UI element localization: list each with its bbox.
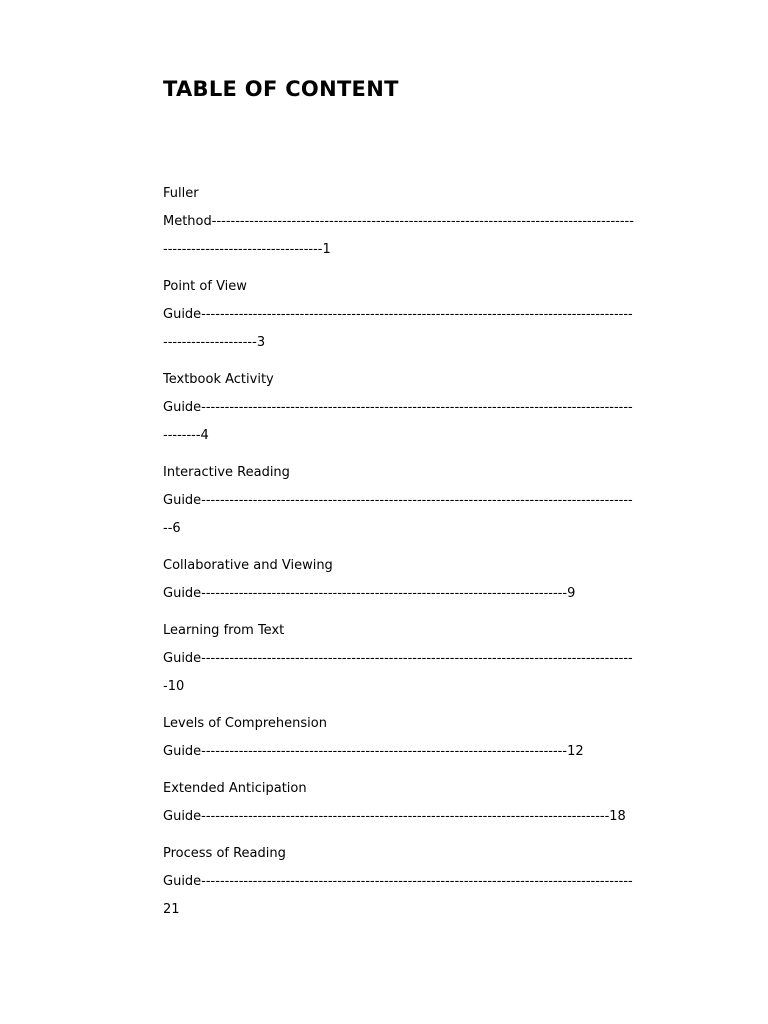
toc-entry-line: Guide---------------------------------------------------------------------------------------18 [163, 809, 626, 824]
table-of-contents [163, 183, 683, 936]
toc-entry-line: ----------------------------------1 [163, 242, 331, 257]
toc-entry-line: Guide-------------------------------------------------------------------------------------------- [163, 307, 633, 322]
toc-entry [163, 713, 683, 769]
toc-entry [163, 462, 683, 546]
toc-entry-line: Guide-------------------------------------------------------------------------------------------- [163, 651, 633, 666]
toc-entry [163, 620, 683, 704]
toc-entry-line: Guide-------------------------------------------------------------------------------------------- [163, 400, 633, 415]
toc-entry-line: Guide-------------------------------------------------------------------------------------------- [163, 874, 633, 889]
toc-entry-line: Guide------------------------------------------------------------------------------9 [163, 586, 576, 601]
toc-entry-line: Guide------------------------------------------------------------------------------12 [163, 744, 584, 759]
toc-entry-line: --------4 [163, 428, 209, 443]
toc-entry-line: Collaborative and Viewing [163, 558, 333, 573]
toc-entry-line: --------------------3 [163, 335, 266, 350]
toc-entry-line: Interactive Reading [163, 465, 290, 480]
toc-entry [163, 276, 683, 360]
toc-entry-line: Learning from Text [163, 623, 285, 638]
toc-entry-line: Guide-------------------------------------------------------------------------------------------- [163, 493, 633, 508]
toc-entry-line: Extended Anticipation [163, 781, 307, 796]
toc-entry [163, 369, 683, 453]
toc-entry-line: --6 [163, 521, 181, 536]
toc-entry-line: Levels of Comprehension [163, 716, 327, 731]
toc-entry-line: Method------------------------------------------------------------------------------------------ [163, 214, 634, 229]
toc-entry-line: Fuller [163, 186, 199, 201]
toc-entry-line: Textbook Activity [163, 372, 274, 387]
toc-entry-line: 21 [163, 902, 180, 917]
toc-entry [163, 555, 683, 611]
toc-entry [163, 843, 683, 927]
toc-entry-line: Point of View [163, 279, 247, 294]
toc-entry-line: Process of Reading [163, 846, 286, 861]
toc-entry-line: -10 [163, 679, 185, 694]
toc-entry [163, 778, 683, 834]
toc-entry [163, 183, 683, 267]
page-title: TABLE OF CONTENT [163, 77, 399, 101]
